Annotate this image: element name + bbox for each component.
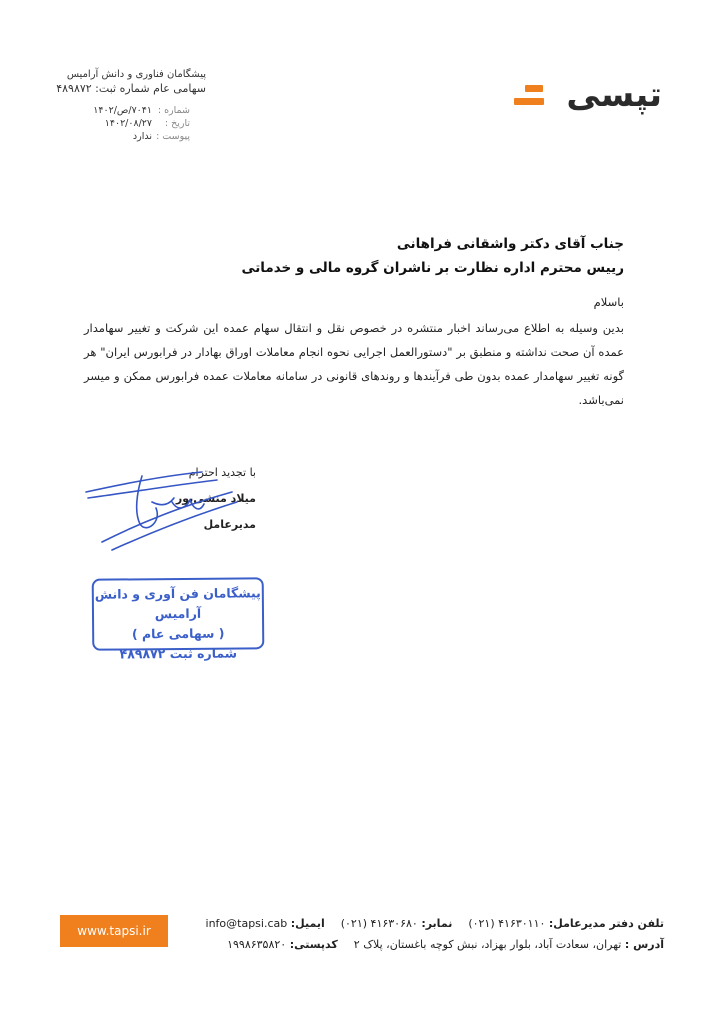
address-value: تهران، سعادت آباد، بلوار بهزاد، نبش کوچه باغستان، پلاک ۲: [353, 938, 622, 951]
recipient-title: رییس محترم اداره نظارت بر ناشران گروه مالی و خدماتی: [241, 260, 624, 276]
meta-number-label: شماره :: [157, 105, 190, 116]
letter-body: بدین وسیله به اطلاع می‌رساند اخبار منتشره در خصوص نقل و انتقال سهام عمده این شرکت و تغییر سهامدار عمده آن صحت نداشته و منطبق بر "دستورالعمل اجرایی نحوه انجام معاملات اوراق بهادار در فرابورس ایران" هر گونه تغییر سهامدار عمده بدون طی فرآیندها و روندهای قانونی در سامانه معاملات عمده فرابورس ممکن و میسر نمی‌باشد.: [84, 321, 624, 407]
closing-regards: با تجدید احترام: [188, 466, 256, 479]
email-link[interactable]: info@tapsi.cab: [205, 917, 288, 930]
postal-label: کدپستی:: [289, 938, 338, 951]
stamp-line-type: ( سهامی عام ): [131, 625, 225, 642]
recipient-name: جناب آقای دکتر واشقانی فراهانی: [396, 236, 624, 252]
logo-mark-icon: [514, 85, 544, 105]
signature-icon: [82, 462, 242, 557]
recipient-block: [124, 232, 624, 280]
office-phone-label: تلفن دفتر مدیرعامل:: [548, 917, 664, 930]
company-name: پیشگامان فناوری و دانش آرامیس: [66, 69, 206, 80]
signer-name: میلاد منشی‌پور: [175, 492, 256, 505]
meta-attachment-label: پیوست :: [156, 131, 190, 142]
meta-number-row: [80, 104, 190, 117]
footer-contact-line: [204, 913, 664, 934]
company-stamp: [92, 577, 265, 662]
postal-value: ۱۹۹۸۶۳۵۸۲۰: [227, 938, 287, 951]
stamp-line-name: پیشگامان فن آوری و دانش آرامیس: [94, 585, 261, 622]
meta-date-row: [80, 117, 190, 130]
website-link[interactable]: www.tapsi.ir: [60, 915, 168, 947]
fax-value: (۰۲۱) ۴۱۶۳۰۶۸۰: [340, 917, 418, 930]
company-header: [56, 68, 206, 96]
footer-contact: [204, 913, 664, 955]
company-registration: سهامی عام شماره ثبت: ۴۸۹۸۷۲: [56, 82, 206, 95]
office-phone-value: (۰۲۱) ۴۱۶۳۰۱۱۰: [468, 917, 546, 930]
salutation: باسلام: [593, 295, 624, 309]
signer-title: مدیرعامل: [203, 518, 256, 531]
footer-address-line: [204, 934, 664, 955]
meta-date-label: تاریخ :: [164, 118, 190, 129]
meta-date-value: ۱۴۰۲/۰۸/۲۷: [104, 118, 152, 129]
email-label: ایمیل:: [290, 917, 325, 930]
stamp-line-registration: شماره ثبت ۴۸۹۸۷۲: [119, 645, 238, 662]
brand-logo: [514, 75, 662, 115]
meta-attachment-row: [80, 130, 190, 143]
letter-meta: [80, 104, 190, 143]
address-label: آدرس :: [624, 938, 664, 951]
meta-number-value: ۷۰۴۱/ص/۱۴۰۲: [93, 105, 152, 116]
meta-attachment-value: ندارد: [132, 131, 152, 142]
fax-label: نمابر:: [421, 917, 453, 930]
logo-text: تپسی: [566, 75, 662, 115]
